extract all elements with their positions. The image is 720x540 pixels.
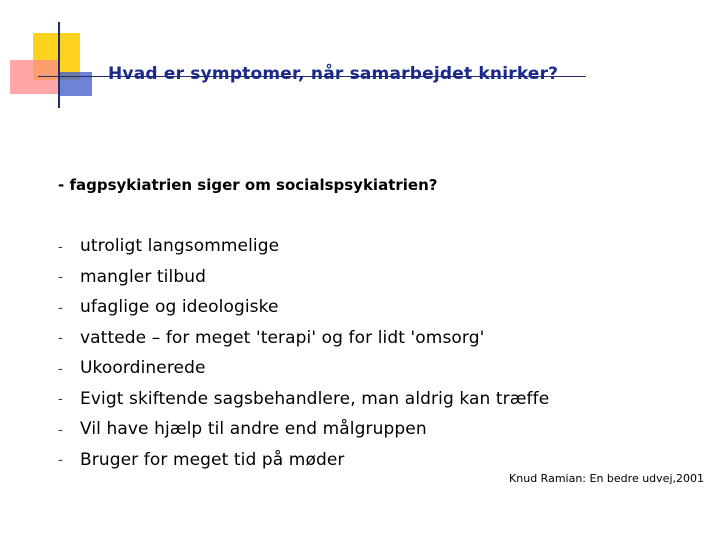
list-item-text: Evigt skiftende sagsbehandlere, man aldrig kan træffe	[80, 388, 550, 409]
list-item	[58, 384, 549, 415]
list-item	[58, 323, 549, 354]
list-item	[58, 353, 549, 384]
list-item	[58, 414, 549, 445]
bullet-marker: -	[58, 270, 63, 286]
bullet-list	[58, 231, 549, 475]
bullet-marker: -	[58, 453, 63, 469]
slide-title: Hvad er symptomer, når samarbejdet knirker?	[108, 64, 559, 84]
bullet-marker: -	[58, 300, 63, 316]
slide-subtitle: - fagpsykiatrien siger om socialspsykiatrien?	[58, 176, 438, 194]
bullet-marker: -	[58, 361, 63, 377]
list-item-text: Vil have hjælp til andre end målgruppen	[80, 419, 427, 440]
list-item-text: mangler tilbud	[80, 266, 206, 287]
bullet-marker: -	[58, 331, 63, 347]
list-item	[58, 231, 549, 262]
list-item-text: vattede – for meget 'terapi' og for lidt 'omsorg'	[80, 327, 485, 348]
list-item-text: Ukoordinerede	[80, 358, 206, 379]
list-item-text: ufaglige og ideologiske	[80, 297, 279, 318]
bullet-marker: -	[58, 239, 63, 255]
list-item	[58, 445, 549, 476]
source-citation: Knud Ramian: En bedre udvej,2001	[509, 472, 704, 485]
decor-pink-square	[10, 60, 58, 94]
bullet-marker: -	[58, 422, 63, 438]
list-item-text: utroligt langsommelige	[80, 236, 280, 257]
list-item	[58, 262, 549, 293]
list-item-text: Bruger for meget tid på møder	[80, 449, 345, 470]
bullet-marker: -	[58, 392, 63, 408]
list-item	[58, 292, 549, 323]
decor-vertical-line	[58, 22, 60, 108]
